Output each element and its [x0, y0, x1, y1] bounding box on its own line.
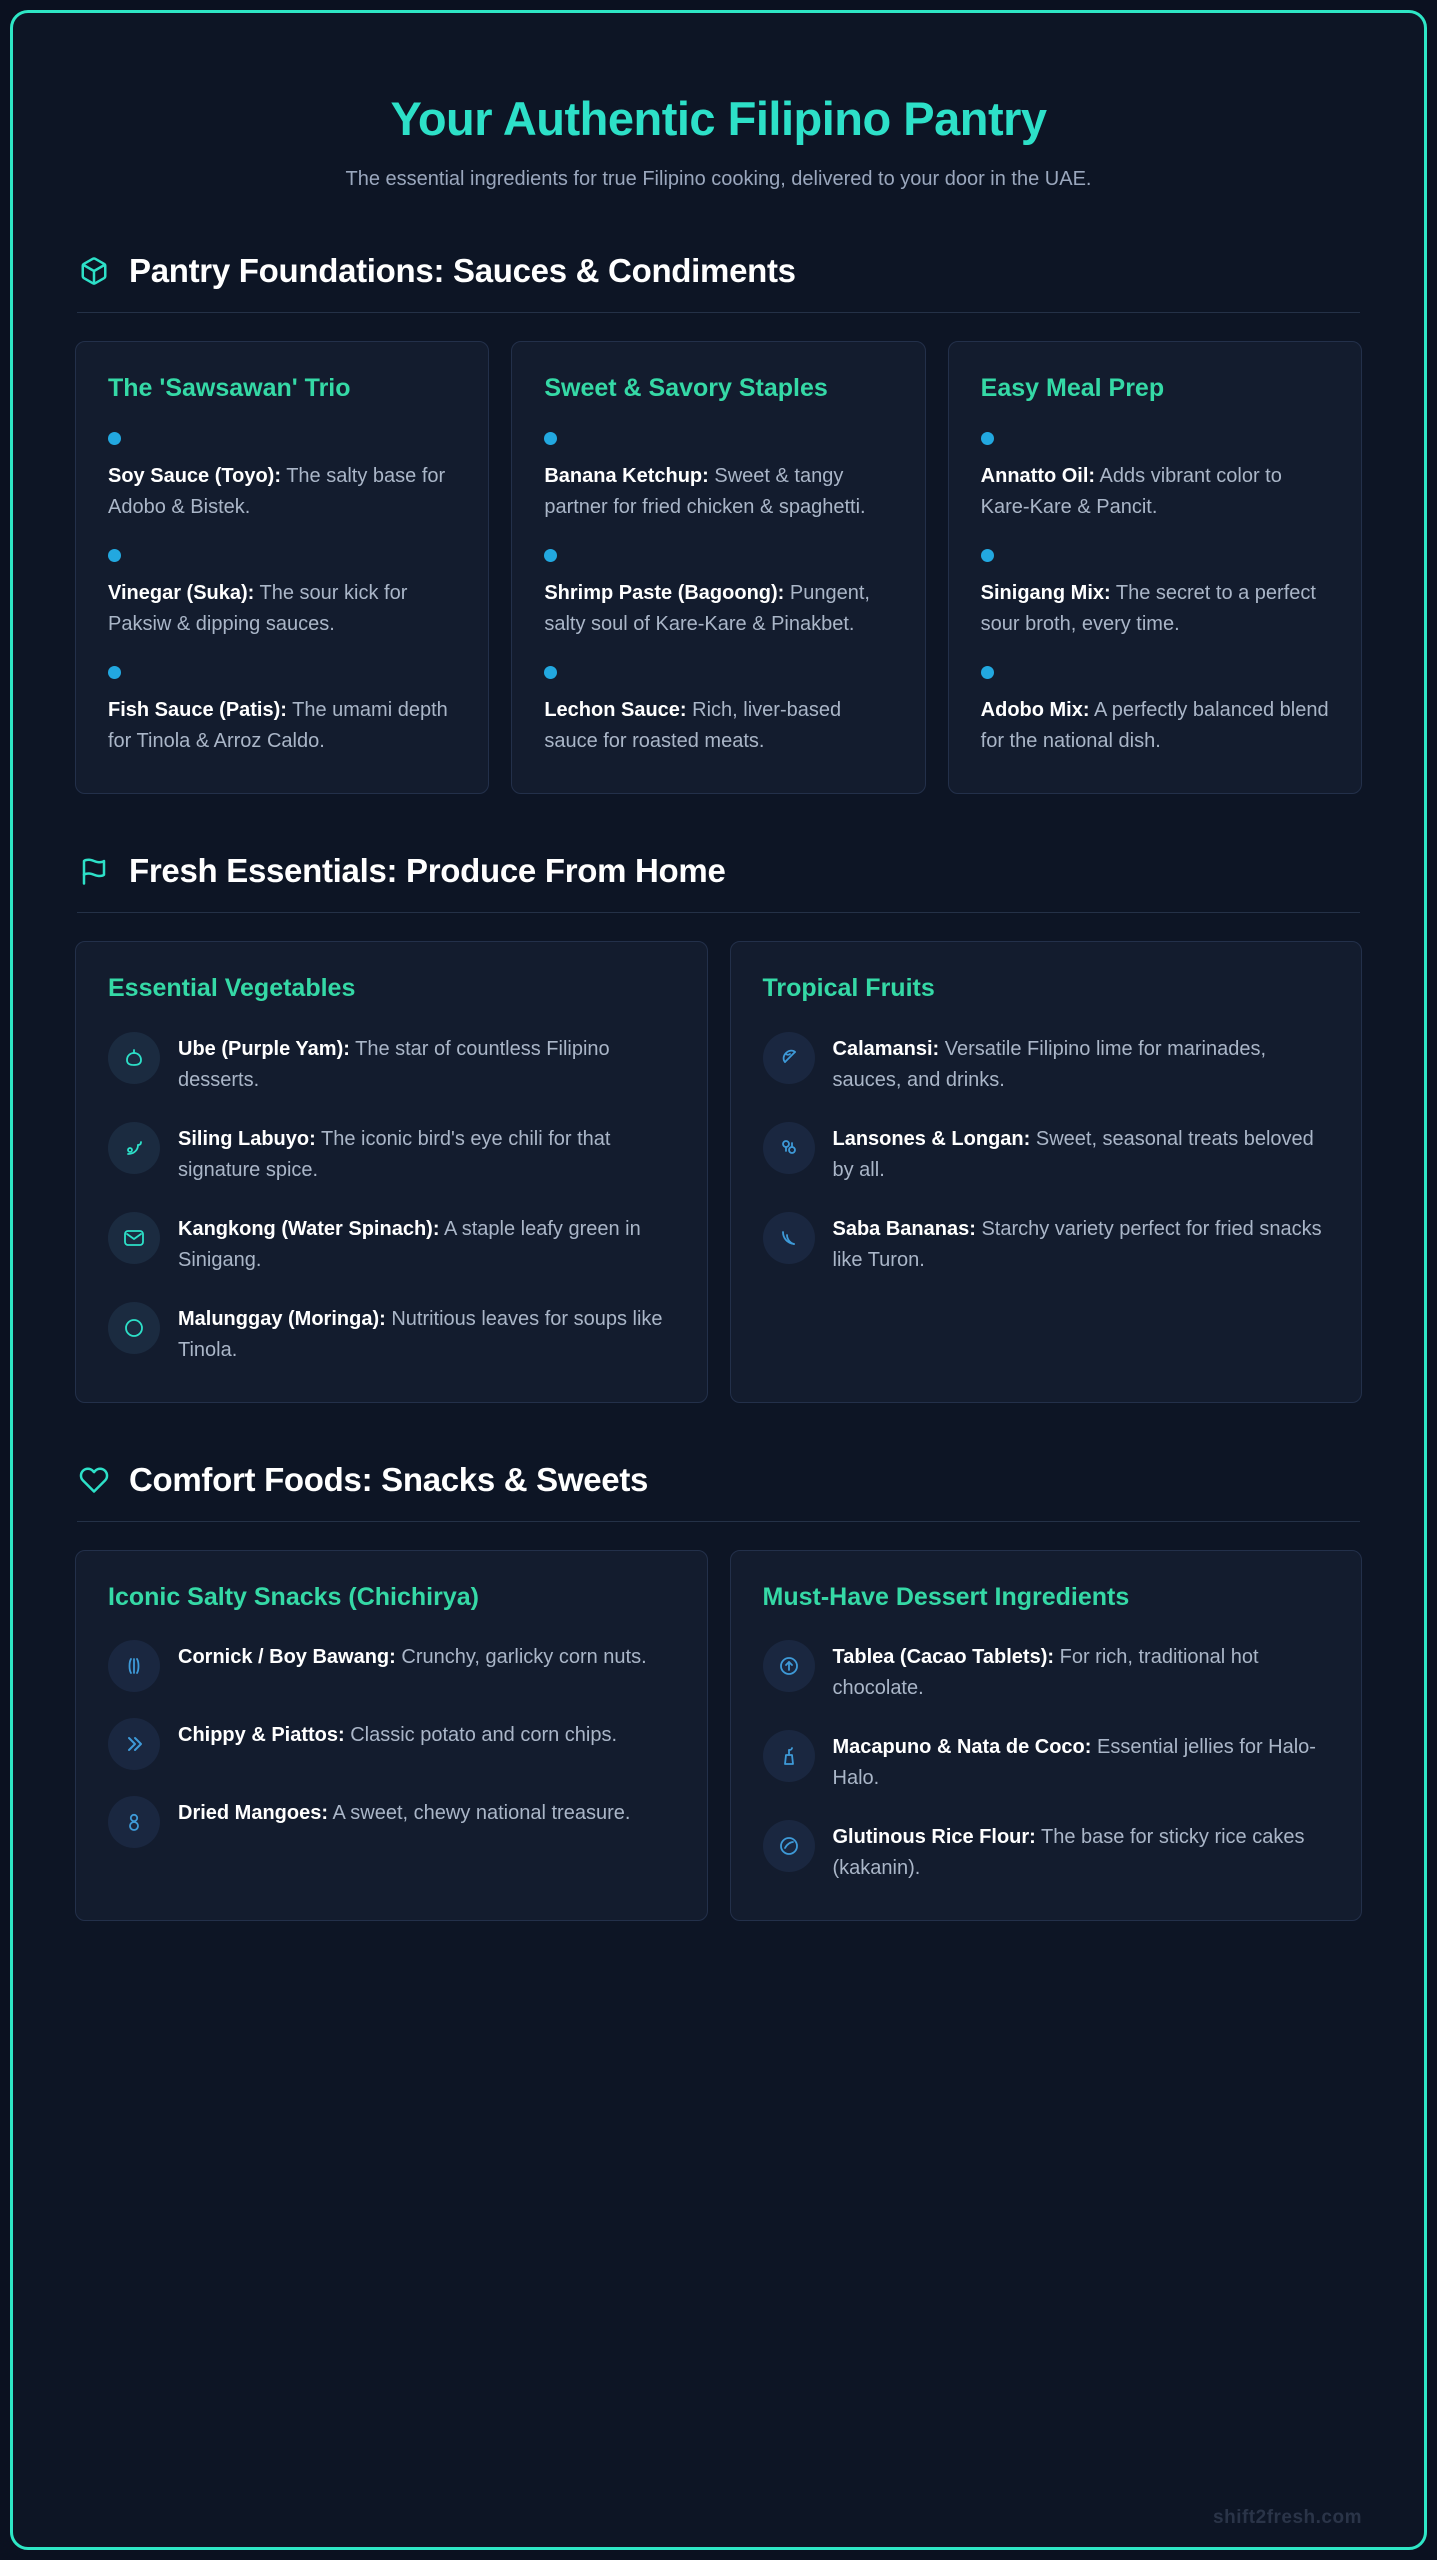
- item-name: Shrimp Paste (Bagoong):: [544, 581, 785, 604]
- item-name: Ube (Purple Yam):: [178, 1037, 350, 1060]
- bullet-dot-icon: [981, 549, 994, 562]
- bullet-dot-icon: [981, 432, 994, 445]
- list-item: [763, 1818, 1330, 1884]
- list-item: [108, 1030, 675, 1096]
- list-item: [108, 549, 456, 640]
- list-item: [544, 549, 892, 640]
- item-name: Tablea (Cacao Tablets):: [832, 1646, 1055, 1669]
- item-text: [833, 1638, 1330, 1704]
- list-item: [981, 432, 1329, 523]
- bullet-dot-icon: [544, 666, 557, 679]
- item-text: [544, 461, 892, 523]
- item-text: [178, 1794, 630, 1829]
- list-item: [108, 1120, 675, 1186]
- section-title: Comfort Foods: Snacks & Sweets: [129, 1460, 649, 1498]
- item-name: Siling Labuyo:: [178, 1127, 316, 1150]
- card-title: The 'Sawsawan' Trio: [108, 374, 351, 402]
- item-desc: A staple leafy green in Sinigang.: [178, 1217, 641, 1271]
- item-text: [833, 1030, 1330, 1096]
- item-desc: Nutritious leaves for soups like Tinola.: [178, 1307, 663, 1361]
- item-text: [981, 461, 1329, 523]
- card: [730, 941, 1363, 1403]
- item-text: [544, 578, 892, 640]
- citrus-icon: [763, 1032, 815, 1084]
- bullet-dot-icon: [544, 549, 557, 562]
- item-name: Macapuno & Nata de Coco:: [832, 1736, 1092, 1759]
- item-desc: Crunchy, garlicky corn nuts.: [395, 1646, 647, 1669]
- card-grid: [75, 1550, 1362, 1922]
- list-item: [108, 432, 456, 523]
- card-title: Must-Have Dessert Ingredients: [762, 1582, 1130, 1611]
- item-text: [833, 1210, 1330, 1276]
- card-title: Sweet & Savory Staples: [544, 374, 828, 402]
- card: [948, 341, 1362, 794]
- list-item: [763, 1638, 1330, 1704]
- circle-icon: [108, 1302, 160, 1354]
- sections-container: [75, 252, 1362, 1921]
- card-list: [981, 432, 1329, 757]
- card-list: [544, 432, 892, 757]
- item-name: Kangkong (Water Spinach):: [178, 1217, 440, 1240]
- item-name: Lansones & Longan:: [832, 1127, 1031, 1150]
- item-name: Fish Sauce (Patis):: [108, 698, 287, 721]
- section-2: [75, 852, 1362, 1403]
- item-desc: For rich, traditional hot chocolate.: [832, 1646, 1259, 1700]
- bullet-dot-icon: [981, 666, 994, 679]
- banana-icon: [763, 1212, 815, 1264]
- chevrons-icon: [108, 1718, 160, 1770]
- list-item: [108, 666, 456, 757]
- item-name: Banana Ketchup:: [544, 464, 709, 487]
- item-name: Dried Mangoes:: [178, 1802, 329, 1825]
- flour-icon: [763, 1820, 815, 1872]
- card-list: [108, 432, 456, 757]
- item-text: [108, 695, 456, 757]
- item-desc: The iconic bird's eye chili for that signature spice.: [178, 1127, 611, 1181]
- item-name: Glutinous Rice Flour:: [832, 1826, 1036, 1849]
- item-text: [833, 1120, 1330, 1186]
- list-item: [763, 1120, 1330, 1186]
- card-grid: [75, 341, 1362, 794]
- bullet-dot-icon: [108, 549, 121, 562]
- item-name: Lechon Sauce:: [544, 698, 687, 721]
- card-title: Iconic Salty Snacks (Chichirya): [108, 1582, 479, 1611]
- corn-icon: [108, 1640, 160, 1692]
- watermark: shift2fresh.com: [1213, 2507, 1362, 2528]
- item-text: [108, 578, 456, 640]
- list-item: [981, 666, 1329, 757]
- item-desc: The sour kick for Paksiw & dipping sauces.: [108, 581, 408, 635]
- item-name: Soy Sauce (Toyo):: [108, 464, 281, 487]
- coconut-icon: [763, 1730, 815, 1782]
- item-name: Annatto Oil:: [980, 464, 1096, 487]
- list-item: [544, 666, 892, 757]
- item-text: [178, 1120, 675, 1186]
- cluster-icon: [763, 1122, 815, 1174]
- item-desc: The umami depth for Tinola & Arroz Caldo.: [108, 698, 448, 752]
- page-title: Your Authentic Filipino Pantry: [390, 92, 1047, 145]
- card-grid: [75, 941, 1362, 1403]
- item-desc: A sweet, chewy national treasure.: [328, 1802, 631, 1825]
- section-title: Pantry Foundations: Sauces & Condiments: [129, 252, 796, 289]
- list-item: [108, 1210, 675, 1276]
- item-desc: Essential jellies for Halo-Halo.: [832, 1736, 1316, 1790]
- item-desc: Rich, liver-based sauce for roasted meats.: [544, 698, 842, 752]
- item-text: [833, 1818, 1330, 1884]
- page-subtitle: The essential ingredients for true Filipino cooking, delivered to your door in the UAE.: [345, 168, 1092, 190]
- list-item: [763, 1728, 1330, 1794]
- item-desc: The salty base for Adobo & Bistek.: [108, 464, 446, 518]
- card-title: Tropical Fruits: [762, 973, 935, 1002]
- item-desc: Pungent, salty soul of Kare-Kare & Pinakbet.: [544, 581, 870, 635]
- list-item: [108, 1794, 675, 1848]
- section-header: [77, 1461, 1360, 1522]
- card-list: [763, 1638, 1330, 1884]
- item-text: [178, 1210, 675, 1276]
- list-item: [763, 1210, 1330, 1276]
- card: [511, 341, 925, 794]
- item-desc: Starchy variety perfect for fried snacks like Turon.: [832, 1217, 1322, 1271]
- ube-icon: [108, 1032, 160, 1084]
- card-list: [108, 1638, 675, 1848]
- bullet-dot-icon: [108, 666, 121, 679]
- infographic-page: [10, 10, 1427, 2550]
- cacao-icon: [763, 1640, 815, 1692]
- leaf-icon: [108, 1212, 160, 1264]
- item-name: Cornick / Boy Bawang:: [178, 1646, 396, 1669]
- item-desc: Versatile Filipino lime for marinades, sauces, and drinks.: [832, 1037, 1267, 1091]
- item-desc: Sweet, seasonal treats beloved by all.: [832, 1127, 1314, 1181]
- card: [75, 941, 708, 1403]
- item-desc: The base for sticky rice cakes (kakanin).: [832, 1826, 1305, 1880]
- list-item: [544, 432, 892, 523]
- card-title: Essential Vegetables: [108, 973, 356, 1002]
- item-desc: The star of countless Filipino desserts.: [178, 1037, 610, 1091]
- item-text: [108, 461, 456, 523]
- item-name: Saba Bananas:: [832, 1217, 976, 1240]
- item-text: [178, 1030, 675, 1096]
- chili-icon: [108, 1122, 160, 1174]
- item-desc: The secret to a perfect sour broth, every time.: [980, 581, 1316, 635]
- card-list: [108, 1030, 675, 1366]
- section-3: [75, 1461, 1362, 1922]
- list-item: [981, 549, 1329, 640]
- list-item: [108, 1716, 675, 1770]
- item-name: Chippy & Piattos:: [178, 1724, 345, 1747]
- section-header: [77, 852, 1360, 913]
- item-text: [981, 578, 1329, 640]
- card: [75, 1550, 708, 1922]
- section-header: [77, 252, 1360, 313]
- card: [730, 1550, 1363, 1922]
- item-text: [178, 1638, 647, 1673]
- item-text: [178, 1300, 675, 1366]
- box-icon: [77, 254, 111, 288]
- section-title: Fresh Essentials: Produce From Home: [129, 851, 726, 889]
- flag-icon: [77, 854, 111, 888]
- item-text: [833, 1728, 1330, 1794]
- item-desc: A perfectly balanced blend for the national dish.: [980, 698, 1329, 752]
- item-name: Malunggay (Moringa):: [178, 1307, 386, 1330]
- item-name: Adobo Mix:: [980, 698, 1090, 721]
- card: [75, 341, 489, 794]
- mango-icon: [108, 1796, 160, 1848]
- list-item: [763, 1030, 1330, 1096]
- item-desc: Adds vibrant color to Kare-Kare & Pancit.: [980, 464, 1282, 518]
- item-text: [178, 1716, 617, 1751]
- item-text: [981, 695, 1329, 757]
- item-desc: Sweet & tangy partner for fried chicken & spaghetti.: [544, 464, 866, 518]
- list-item: [108, 1300, 675, 1366]
- card-list: [763, 1030, 1330, 1276]
- item-desc: Classic potato and corn chips.: [344, 1724, 618, 1747]
- list-item: [108, 1638, 675, 1692]
- item-name: Calamansi:: [832, 1037, 940, 1060]
- item-name: Sinigang Mix:: [980, 581, 1111, 604]
- bullet-dot-icon: [108, 432, 121, 445]
- section-1: [75, 252, 1362, 794]
- heart-icon: [77, 1463, 111, 1497]
- item-text: [544, 695, 892, 757]
- item-name: Vinegar (Suka):: [108, 581, 255, 604]
- card-title: Easy Meal Prep: [980, 374, 1165, 402]
- bullet-dot-icon: [544, 432, 557, 445]
